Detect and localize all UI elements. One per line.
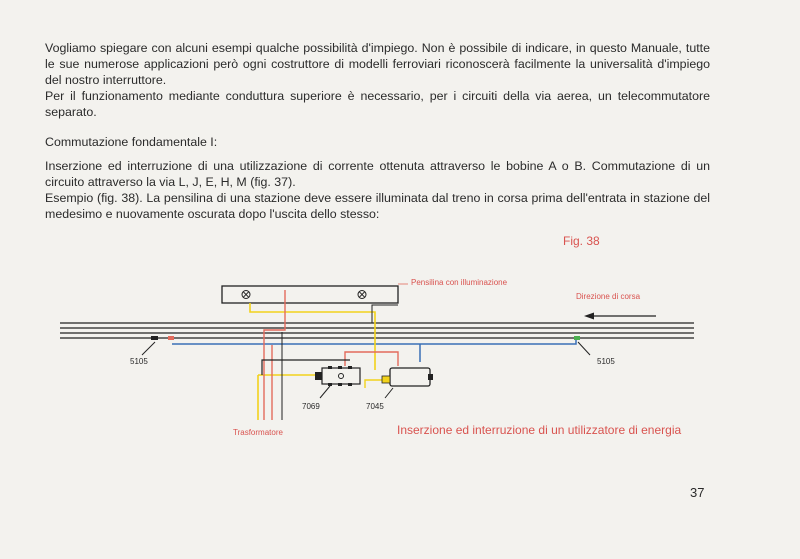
relay-label: 7069 (302, 402, 320, 411)
section-heading: Commutazione fondamentale I: (45, 135, 218, 149)
switch-7045 (382, 368, 433, 386)
direction-label: Direzione di corsa (576, 292, 641, 301)
track-contact-left (151, 336, 158, 340)
figure-caption: Inserzione ed interruzione di un utilizzatore di energia (397, 423, 682, 437)
figure-label: Fig. 38 (563, 234, 600, 248)
track-contact-left-red (168, 336, 174, 340)
switch-label: 7045 (366, 402, 384, 411)
track-contact-right (574, 336, 580, 340)
wire-blue (172, 340, 576, 362)
direction-arrow (584, 313, 656, 320)
page-number: 37 (690, 485, 705, 500)
body-paragraph-1: Inserzione ed interruzione di una utilizzazione di corrente ottenuta attraverso le bobine A o B. Commutazione di un circuito attraverso la via L, J, E, H, M (fig. 37). (45, 159, 710, 189)
track-rails (60, 323, 694, 338)
intro-paragraph-2: Per il funzionamento mediante conduttura superiore è necessario, per i circuiti della via aerea, un telecommutatore separato. (45, 89, 710, 119)
lamp-icon (358, 291, 366, 299)
pensilina-label: Pensilina con illuminazione (411, 278, 508, 287)
relay-7069 (315, 366, 360, 386)
body-paragraph-2: Esempio (fig. 38). La pensilina di una stazione deve essere illuminata dal treno in corsa prima dell'entrata in stazione del medesimo e nuovamente oscurata dopo l'uscita dello stesso: (45, 191, 710, 221)
contact-label-right: 5105 (597, 357, 615, 366)
lamp-icon (242, 291, 250, 299)
contact-label-left: 5105 (130, 357, 148, 366)
wire-red-3 (345, 352, 398, 366)
intro-paragraph: Vogliamo spiegare con alcuni esempi qualche possibilità d'impiego. Non è possibile di indicare, in questo Manuale, tutte le sue numerose applicazioni però ogni costruttore di modelli ferroviari riconoscerà facilmente la universalità d'impiego del nostro interruttore. (45, 41, 710, 87)
transformer-label: Trasformatore (233, 428, 283, 437)
pensilina-box (222, 286, 398, 303)
